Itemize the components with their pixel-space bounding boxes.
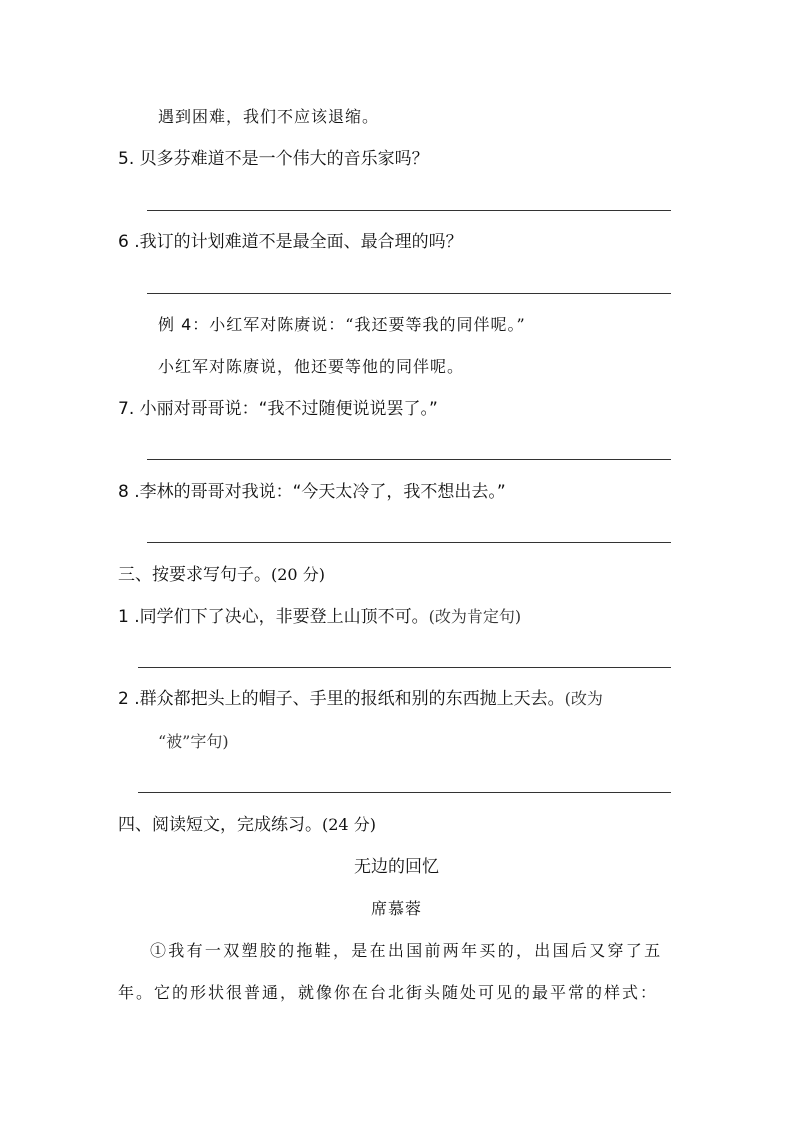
question-text: 我订的计划难道不是最全面、最合理的吗？ bbox=[139, 232, 463, 252]
section-title: 三、按要求写句子。 bbox=[118, 565, 271, 585]
question-instruction: (改为 bbox=[564, 689, 603, 708]
example-text: 小红军对陈赓说：“我还要等我的同伴呢。” bbox=[209, 315, 526, 334]
section-3-question-1 bbox=[118, 606, 521, 628]
paragraph-1-line-1: ①我有一双塑胶的拖鞋，是在出国前两年买的，出国后又穿了五 bbox=[150, 941, 663, 960]
question-instruction-continued: “被”字句) bbox=[158, 732, 229, 751]
question-6 bbox=[118, 231, 463, 253]
question-text: 群众都把头上的帽子、手里的报纸和别的东西抛上天去。 bbox=[139, 689, 565, 709]
question-number: 6 . bbox=[118, 232, 140, 252]
section-score: (24 分) bbox=[322, 815, 376, 834]
answer-line-s3-q2[interactable] bbox=[138, 792, 671, 793]
question-instruction: (改为肯定句) bbox=[428, 607, 522, 626]
question-number: 7. bbox=[118, 399, 135, 419]
answer-line-q5[interactable] bbox=[147, 210, 671, 211]
answer-line-q7[interactable] bbox=[147, 459, 671, 460]
question-5 bbox=[118, 148, 429, 170]
example-4-answer: 小红军对陈赓说，他还要等他的同伴呢。 bbox=[158, 357, 465, 376]
question-8 bbox=[118, 481, 506, 503]
article-title: 无边的回忆 bbox=[354, 857, 439, 877]
answer-line-q8[interactable] bbox=[147, 542, 671, 543]
section-4-heading bbox=[118, 814, 376, 836]
question-7 bbox=[118, 398, 438, 420]
paragraph-1-line-2: 年。它的形状很普通，就像你在台北街头随处可见的最平常的样式： bbox=[118, 983, 659, 1002]
section-score: (20 分) bbox=[271, 565, 325, 584]
question-number: 8 . bbox=[118, 482, 140, 502]
section-title: 四、阅读短文，完成练习。 bbox=[118, 815, 322, 835]
question-text: 李林的哥哥对我说：“今天太冷了，我不想出去。” bbox=[139, 482, 506, 502]
question-number: 1 . bbox=[118, 607, 140, 627]
question-text: 小丽对哥哥说：“我不过随便说说罢了。” bbox=[139, 399, 438, 419]
previous-example-answer: 遇到困难，我们不应该退缩。 bbox=[158, 107, 380, 126]
section-3-question-2 bbox=[118, 688, 603, 710]
example-label: 例 4： bbox=[158, 315, 210, 334]
section-3-heading bbox=[118, 564, 325, 586]
article-author: 席慕蓉 bbox=[370, 899, 422, 918]
question-text: 同学们下了决心，非要登上山顶不可。 bbox=[139, 607, 429, 627]
example-4 bbox=[158, 314, 526, 336]
answer-line-q6[interactable] bbox=[147, 293, 671, 294]
answer-line-s3-q1[interactable] bbox=[138, 667, 671, 668]
question-number: 5. bbox=[118, 149, 135, 169]
question-text: 贝多芬难道不是一个伟大的音乐家吗？ bbox=[139, 149, 429, 169]
question-number: 2 . bbox=[118, 689, 140, 709]
